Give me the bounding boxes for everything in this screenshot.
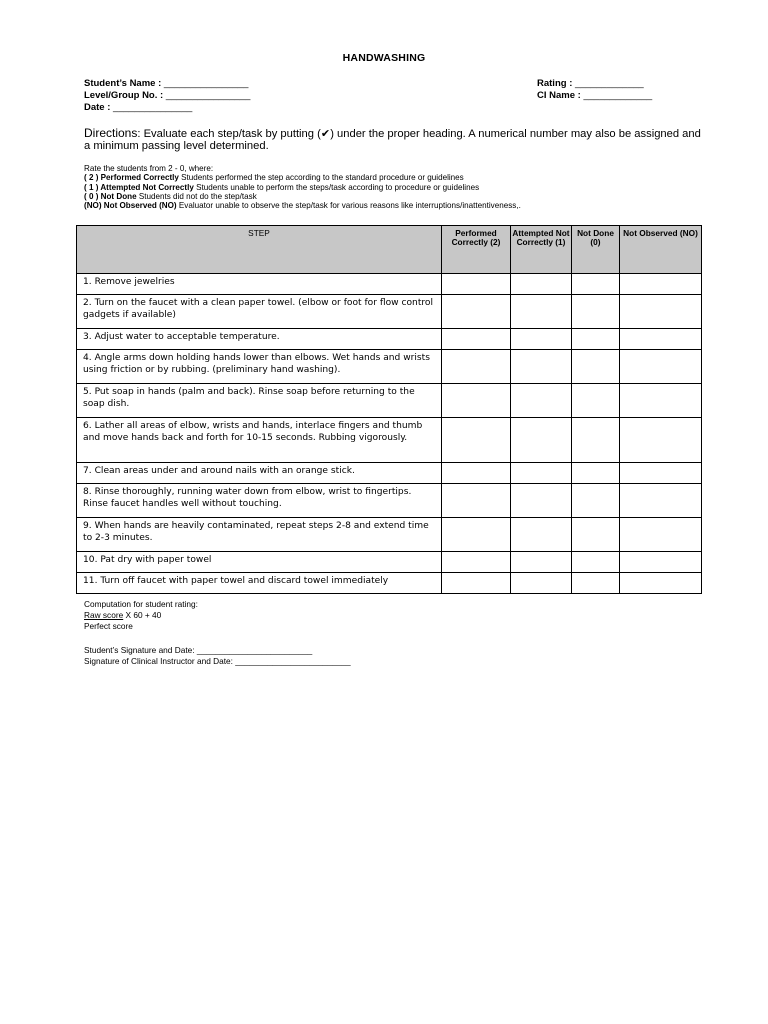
not-observed-cell[interactable] <box>620 274 702 295</box>
not-done-cell[interactable] <box>572 295 620 329</box>
date-label: Date : <box>84 102 111 113</box>
not-done-cell[interactable] <box>572 518 620 552</box>
date-field <box>84 102 192 113</box>
attempted-cell[interactable] <box>511 350 572 384</box>
directions <box>84 127 704 152</box>
rating-scale-item <box>84 173 724 182</box>
table-row <box>77 384 702 418</box>
not-observed-cell[interactable] <box>620 573 702 594</box>
not-done-cell[interactable] <box>572 418 620 463</box>
rating-desc: Students performed the step according to the standard procedure or guidelines <box>178 173 464 183</box>
step-cell: 7. Clean areas under and around nails with an orange stick. <box>77 463 442 484</box>
table-row <box>77 418 702 463</box>
not-observed-cell[interactable] <box>620 329 702 350</box>
not-done-cell[interactable] <box>572 573 620 594</box>
level-group-line: ________________ <box>165 90 251 101</box>
not-observed-cell[interactable] <box>620 350 702 384</box>
not-done-cell[interactable] <box>572 350 620 384</box>
table-row <box>77 484 702 518</box>
rating-code: ( 1 ) Attempted Not Correctly <box>84 182 194 192</box>
table-body <box>77 274 702 594</box>
performed-column-header: Performed Correctly (2) <box>442 226 511 274</box>
rating-scale-item <box>84 183 724 192</box>
rating-scale <box>84 164 724 210</box>
attempted-cell[interactable] <box>511 484 572 518</box>
step-column-header: STEP <box>77 226 442 274</box>
attempted-cell[interactable] <box>511 552 572 573</box>
attempted-cell[interactable] <box>511 274 572 295</box>
rating-code: ( 2 ) Performed Correctly <box>84 173 179 183</box>
rating-desc: Students unable to perform the steps/task according to procedure or guidelines <box>193 182 480 192</box>
attempted-cell[interactable] <box>511 329 572 350</box>
table-row <box>77 274 702 295</box>
not-observed-cell[interactable] <box>620 463 702 484</box>
not-done-cell[interactable] <box>572 384 620 418</box>
rating-line: _____________ <box>575 78 644 89</box>
table-row <box>77 350 702 384</box>
attempted-cell[interactable] <box>511 418 572 463</box>
not-observed-cell[interactable] <box>620 552 702 573</box>
step-cell: 2. Turn on the faucet with a clean paper towel. (elbow or foot for flow control gadgets if available) <box>77 295 442 329</box>
attempted-cell[interactable] <box>511 518 572 552</box>
not-done-cell[interactable] <box>572 484 620 518</box>
student-name-line: ________________ <box>163 78 249 89</box>
step-cell: 11. Turn off faucet with paper towel and discard towel immediately <box>77 573 442 594</box>
not-done-cell[interactable] <box>572 463 620 484</box>
computation-formula <box>84 610 161 621</box>
performed-cell[interactable] <box>442 329 511 350</box>
step-cell: 4. Angle arms down holding hands lower than elbows. Wet hands and wrists using friction or by rubbing. (preliminary hand washing). <box>77 350 442 384</box>
directions-text: : Evaluate each step/task by putting (✔) under the proper heading. A numerical number may also be assigned and a minimum passing level determined. <box>84 128 701 152</box>
step-cell: 10. Pat dry with paper towel <box>77 552 442 573</box>
student-name-label: Student’s Name : <box>84 78 162 89</box>
rating-code: ( 0 ) Not Done <box>84 191 137 201</box>
directions-heading: Directions <box>84 126 138 140</box>
date-line: _______________ <box>113 102 193 113</box>
computation-heading: Computation for student rating: <box>84 599 198 609</box>
page-title: HANDWASHING <box>342 52 426 64</box>
perfect-score-label: Perfect score <box>84 621 133 631</box>
attempted-cell[interactable] <box>511 573 572 594</box>
formula-text: X 60 + 40 <box>123 610 162 620</box>
table-row <box>77 573 702 594</box>
rating-code: (NO) Not Observed (NO) <box>84 201 177 211</box>
performed-cell[interactable] <box>442 384 511 418</box>
level-group-field <box>84 90 250 101</box>
not-done-cell[interactable] <box>572 552 620 573</box>
table-row <box>77 295 702 329</box>
raw-score-label: Raw score <box>84 610 124 620</box>
step-cell: 6. Lather all areas of elbow, wrists and hands, interlace fingers and thumb and move hands back and forth for 10-15 seconds. Rubbing vigorously. <box>77 418 442 463</box>
performed-cell[interactable] <box>442 350 511 384</box>
rating-desc: Students did not do the step/task <box>136 191 257 201</box>
rating-scale-item <box>84 192 724 201</box>
evaluation-table <box>76 225 702 594</box>
attempted-cell[interactable] <box>511 295 572 329</box>
step-cell: 3. Adjust water to acceptable temperature. <box>77 329 442 350</box>
step-cell: 9. When hands are heavily contaminated, repeat steps 2-8 and extend time to 2-3 minutes. <box>77 518 442 552</box>
not-done-cell[interactable] <box>572 329 620 350</box>
performed-cell[interactable] <box>442 463 511 484</box>
rating-scale-item <box>84 201 724 210</box>
performed-cell[interactable] <box>442 573 511 594</box>
student-name-field <box>84 78 248 89</box>
level-group-label: Level/Group No. : <box>84 90 164 101</box>
table-row <box>77 552 702 573</box>
instructor-signature: Signature of Clinical Instructor and Date: _________________________ <box>84 656 351 666</box>
ci-name-field <box>537 90 652 101</box>
ci-name-line: _____________ <box>583 90 653 101</box>
not-done-cell[interactable] <box>572 274 620 295</box>
table-row <box>77 463 702 484</box>
step-cell: 1. Remove jewelries <box>77 274 442 295</box>
not-observed-cell[interactable] <box>620 484 702 518</box>
attempted-cell[interactable] <box>511 384 572 418</box>
performed-cell[interactable] <box>442 552 511 573</box>
rating-desc: Evaluator unable to observe the step/task for various reasons like interruptions/inattentiveness,. <box>176 201 521 211</box>
not-observed-cell[interactable] <box>620 518 702 552</box>
step-cell: 8. Rinse thoroughly, running water down from elbow, wrist to fingertips. Rinse faucet handles well without touching. <box>77 484 442 518</box>
not-observed-cell[interactable] <box>620 418 702 463</box>
attempted-column-header: Attempted Not Correctly (1) <box>511 226 572 274</box>
table-header-row <box>77 226 702 274</box>
performed-cell[interactable] <box>442 295 511 329</box>
rating-field <box>537 78 644 89</box>
performed-cell[interactable] <box>442 518 511 552</box>
performed-cell[interactable] <box>442 484 511 518</box>
performed-cell[interactable] <box>442 274 511 295</box>
not-observed-cell[interactable] <box>620 384 702 418</box>
not-observed-cell[interactable] <box>620 295 702 329</box>
not-observed-column-header: Not Observed (NO) <box>620 226 702 274</box>
table-row <box>77 518 702 552</box>
table-row <box>77 329 702 350</box>
rating-scale-intro: Rate the students from 2 - 0, where: <box>84 164 214 173</box>
performed-cell[interactable] <box>442 418 511 463</box>
step-cell: 5. Put soap in hands (palm and back). Rinse soap before returning to the soap dish. <box>77 384 442 418</box>
not-done-column-header: Not Done (0) <box>572 226 620 274</box>
rating-label: Rating : <box>537 78 573 89</box>
attempted-cell[interactable] <box>511 463 572 484</box>
ci-name-label: CI Name : <box>537 90 581 101</box>
student-signature: Student’s Signature and Date: _________________________ <box>84 645 313 655</box>
